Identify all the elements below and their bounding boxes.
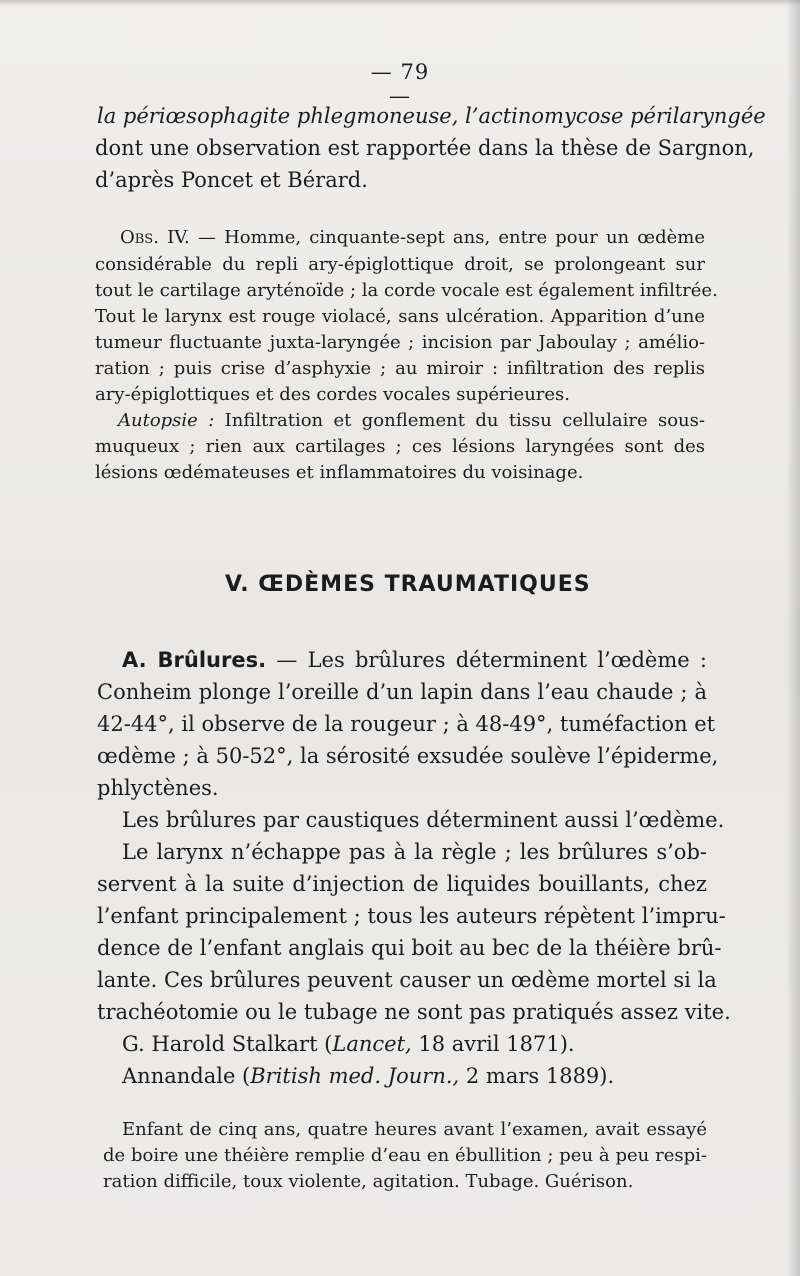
larynx-line-3: l’enfant principalement ; tous les auteurs répètent l’impru- — [97, 904, 726, 928]
obs-line-8-text: Infiltration et gonflement du tissu cellulaire sous- — [224, 410, 705, 431]
intro-line-2: dont une observation est rapportée dans la thèse de Sargnon, — [95, 136, 755, 160]
ref1-author: G. Harold Stalkart ( — [122, 1032, 333, 1056]
intro-italic-terms: la périœsophagite phlegmoneuse, l’actinomycose périlaryngée — [97, 104, 766, 128]
obs-line-8 — [118, 410, 705, 431]
burns-line-1-text: — Les brûlures déterminent l’œdème : — [276, 648, 708, 672]
larynx-line-6: trachéotomie ou le tubage ne sont pas pratiqués assez vite. — [97, 1000, 731, 1024]
burns-line-2: Conheim plonge l’oreille d’un lapin dans l’eau chaude ; à — [97, 680, 707, 704]
ref2-journal: British med. Journ., — [250, 1064, 460, 1088]
obs-line-3: tout le cartilage aryténoïde ; la corde vocale est également infiltrée. — [95, 280, 718, 301]
larynx-line-2: servent à la suite d’injection de liquides bouillants, chez — [97, 872, 707, 896]
larynx-line-1: Le larynx n’échappe pas à la règle ; les brûlures s’ob- — [122, 840, 707, 864]
burns-line-5: phlyctènes. — [97, 776, 219, 800]
page-edge-shadow-right — [786, 0, 800, 1276]
reference-annandale — [122, 1064, 614, 1088]
obs-line-10: lésions œdémateuses et inflammatoires du voisinage. — [95, 462, 584, 483]
obs-line-1 — [120, 227, 705, 248]
caustics-line: Les brûlures par caustiques déterminent aussi l’œdème. — [122, 808, 725, 832]
subsection-label: A. Brûlures. — [122, 648, 267, 672]
case-note-line-2: de boire une théière remplie d’eau en ébullition ; peu à peu respi- — [103, 1145, 707, 1166]
intro-line-3: d’après Poncet et Bérard. — [95, 168, 368, 192]
obs-line-2: considérable du repli ary-épiglottique droit, se prolongeant sur — [95, 254, 705, 275]
ref1-journal: Lancet, — [332, 1032, 412, 1056]
burns-line-3: 42-44°, il observe de la rougeur ; à 48-49°, tuméfaction et — [97, 712, 716, 736]
ref2-date: 2 mars 1889). — [459, 1064, 615, 1088]
reference-stalkart — [122, 1032, 575, 1056]
page-edge-shadow-top — [0, 0, 800, 6]
obs-line-5: tumeur fluctuante juxta-laryngée ; incision par Jaboulay ; amélio- — [95, 332, 705, 353]
case-note-line-1: Enfant de cinq ans, quatre heures avant l’examen, avait essayé — [122, 1119, 707, 1140]
burns-line-1 — [122, 648, 707, 672]
ref2-author: Annandale ( — [122, 1064, 251, 1088]
case-note-line-3: ration difficile, toux violente, agitation. Tubage. Guérison. — [103, 1171, 634, 1192]
obs-line-4: Tout le larynx est rouge violacé, sans ulcération. Apparition d’une — [95, 306, 705, 327]
intro-line-1 — [97, 104, 766, 128]
obs-line-6: ration ; puis crise d’asphyxie ; au miroir : infiltration des replis — [95, 358, 705, 379]
larynx-line-5: lante. Ces brûlures peuvent causer un œdème mortel si la — [97, 968, 717, 992]
page-number: — 79 — — [370, 60, 430, 108]
burns-line-4: œdème ; à 50-52°, la sérosité exsudée soulève l’épiderme, — [97, 744, 719, 768]
section-heading: V. ŒDÈMES TRAUMATIQUES — [225, 572, 591, 597]
obs-line-7: ary-épiglottiques et des cordes vocales supérieures. — [95, 384, 570, 405]
obs-label: Obs. IV. — [120, 227, 190, 248]
ref1-date: 18 avril 1871). — [411, 1032, 575, 1056]
autopsie-label: Autopsie : — [118, 410, 215, 431]
obs-line-1-text: — Homme, cinquante-sept ans, entre pour un œdème — [197, 227, 705, 248]
obs-line-9: muqueux ; rien aux cartilages ; ces lésions laryngées sont des — [95, 436, 705, 457]
larynx-line-4: dence de l’enfant anglais qui boit au bec de la théière brû- — [97, 936, 722, 960]
